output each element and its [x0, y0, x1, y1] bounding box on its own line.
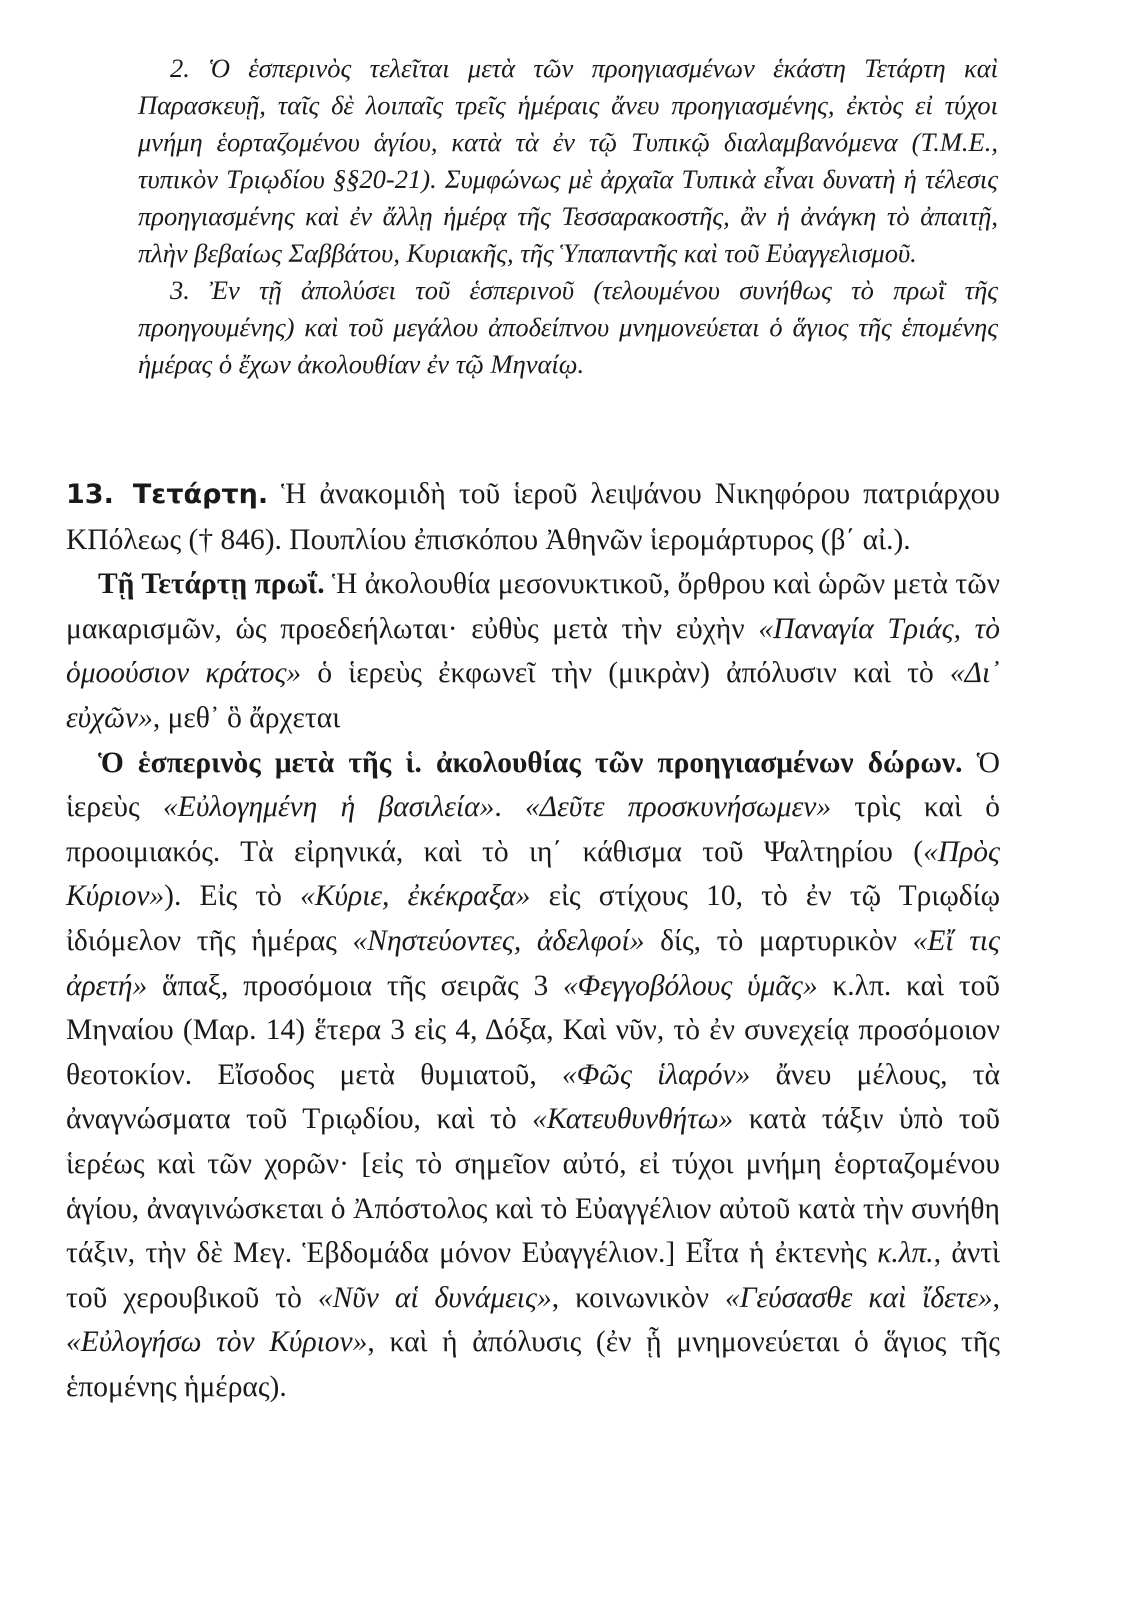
vespers-text-7: ἅπαξ, προσόμοια τῆς σειρᾶς 3	[147, 969, 563, 1002]
vespers-text-9: ἄνευ μέλους, τὰ ἀναγνώσματα τοῦ Τριῳδίου, καὶ τὸ	[66, 1058, 1000, 1136]
vespers-text-1: Ὁ ἱερεὺς	[66, 746, 1000, 824]
commemoration-paragraph	[66, 472, 1000, 562]
vespers-quote-2: «Δεῦτε προσκυνήσωμεν»	[525, 791, 832, 824]
day-entry	[66, 472, 1000, 1409]
morning-quote-1: «Παναγία Τριάς, τὸ ὁμοούσιον κράτος»	[66, 612, 1000, 690]
vespers-text-13: ,	[992, 1281, 1001, 1314]
vespers-quote-8: «Φῶς ἱλαρόν»	[561, 1058, 751, 1091]
vespers-quote-7: «Φεγγοβόλους ὑμᾶς»	[563, 969, 818, 1002]
footnote-2: 2. Ὁ ἑσπερινὸς τελεῖται μετὰ τῶν προηγιασμένων ἑκάστη Τετάρτη καὶ Παρασκευῇ, ταῖς δὲ λοιπαῖς τρεῖς ἡμέραις ἄνευ προηγιασμένης, ἐκτὸς εἰ τύχοι μνήμη ἑορταζομένου ἁγίου, κατὰ τὰ ἐν τῷ Τυπικῷ διαλαμβανόμενα (Τ.Μ.Ε., τυπικὸν Τριῳδίου §§20-21). Συμφώνως μὲ ἀρχαῖα Τυπικὰ εἶναι δυνατὴ ἡ τέλεσις προηγιασμένης καὶ ἐν ἄλλῃ ἡμέρᾳ τῆς Τεσσαρακοστῆς, ἂν ἡ ἀνάγκη τὸ ἀπαιτῇ, πλὴν βεβαίως Σαββάτου, Κυριακῆς, τῆς Ὑπαπαντῆς καὶ τοῦ Εὐαγγελισμοῦ.	[138, 53, 998, 268]
vespers-quote-10: κ.λπ.	[877, 1237, 934, 1270]
vespers-text-12: , κοινωνικὸν	[551, 1281, 725, 1314]
morning-quote-2: «Δι᾿ εὐχῶν»	[66, 657, 1000, 734]
vespers-quote-13: «Εὐλογήσω τὸν Κύριον»	[66, 1326, 368, 1359]
commemoration-text: Ἡ ἀνακομιδὴ τοῦ ἱεροῦ λειψάνου Νικηφόρου πατριάρχου ΚΠόλεως († 846). Πουπλίου ἐπισκόπου Ἀθηνῶν ἱερομάρτυρος (β΄ αἰ.).	[66, 478, 1001, 556]
vespers-text-6: δίς, τὸ μαρτυρικὸν	[644, 924, 913, 957]
vespers-text-14: , καὶ ἡ ἀπόλυσις (ἐν ᾗ μνημονεύεται ὁ ἅγιος τῆς ἑπομένης ἡμέρας).	[66, 1326, 1000, 1403]
vespers-quote-6: «Εἴ τις ἀρετή»	[66, 924, 1000, 1002]
day-number: 13.	[66, 479, 114, 510]
morning-heading: Τῇ Τετάρτῃ πρωΐ.	[98, 568, 325, 601]
vespers-text-2: .	[494, 791, 526, 824]
vespers-paragraph	[66, 741, 1000, 1410]
vespers-quote-12: «Γεύσασθε καὶ ἴδετε»	[724, 1281, 993, 1314]
vespers-text-11: , ἀντὶ τοῦ χερουβικοῦ τὸ	[66, 1237, 1000, 1314]
vespers-text-3: τρὶς καὶ ὁ προοιμιακός. Τὰ εἰρηνικά, καὶ τὸ ιη΄ κάθισμα τοῦ Ψαλτηρίου (	[66, 791, 1000, 868]
morning-text-1: Ἡ ἀκολουθία μεσονυκτικοῦ, ὄρθρου καὶ ὡρῶν μετὰ τῶν μακαρισμῶν, ὡς προεδεήλωται· εὐθὺς μετὰ τὴν εὐχὴν	[66, 568, 1000, 645]
vespers-heading: Ὁ ἑσπερινὸς μετὰ τῆς ἱ. ἀκολουθίας τῶν προηγιασμένων δώρων.	[98, 746, 963, 779]
vespers-quote-11: «Νῦν αἱ δυνάμεις»	[317, 1281, 552, 1314]
vespers-text-5: εἰς στίχους 10, τὸ ἐν τῷ Τριῳδίῳ ἰδιόμελον τῆς ἡμέρας	[66, 880, 1000, 957]
footnotes-section	[138, 50, 998, 383]
morning-text-2: ὁ ἱερεὺς ἐκφωνεῖ τὴν (μικρὰν) ἀπόλυσιν καὶ τὸ	[301, 657, 950, 690]
vespers-text-4: ). Εἰς τὸ	[164, 880, 301, 913]
footnote-3: 3. Ἐν τῇ ἀπολύσει τοῦ ἑσπερινοῦ (τελουμένου συνήθως τὸ πρωῒ τῆς προηγουμένης) καὶ τοῦ μεγάλου ἀποδείπνου μνημονεύεται ὁ ἅγιος τῆς ἑπομένης ἡμέρας ὁ ἔχων ἀκολουθίαν ἐν τῷ Μηναίῳ.	[138, 275, 998, 379]
vespers-quote-4: «Κύριε, ἐκέκραξα»	[300, 880, 531, 913]
vespers-quote-5: «Νηστεύοντες, ἀδελφοί»	[352, 924, 645, 957]
morning-text-3: , μεθ᾿ ὃ ἄρχεται	[152, 701, 341, 734]
vespers-text-10: κατὰ τάξιν ὑπὸ τοῦ ἱερέως καὶ τῶν χορῶν· [εἰς τὸ σημεῖον αὐτό, εἰ τύχοι μνήμη ἑορταζομένου ἁγίου, ἀναγινώσκεται ὁ Ἀπόστολος καὶ τὸ Εὐαγγέλιον αὐτοῦ κατὰ τὴν συνήθη τάξιν, τὴν δὲ Μεγ. Ἑβδομάδα μόνον Εὐαγγέλιον.] Εἶτα ἡ ἐκτενὴς	[66, 1103, 1000, 1270]
day-name: Τετάρτη.	[132, 479, 269, 510]
vespers-quote-9: «Κατευθυνθήτω»	[532, 1103, 734, 1136]
vespers-text-8: κ.λπ. καὶ τοῦ Μηναίου (Μαρ. 14) ἕτερα 3 εἰς 4, Δόξα, Καὶ νῦν, τὸ ἐν συνεχείᾳ προσόμοιον θεοτοκίον. Εἴσοδος μετὰ θυμιατοῦ,	[66, 969, 1000, 1091]
morning-paragraph	[66, 562, 1000, 740]
vespers-quote-3: «Πρὸς Κύριον»	[66, 835, 1000, 913]
vespers-quote-1: «Εὐλογημένη ἡ βασιλεία»	[163, 791, 495, 824]
